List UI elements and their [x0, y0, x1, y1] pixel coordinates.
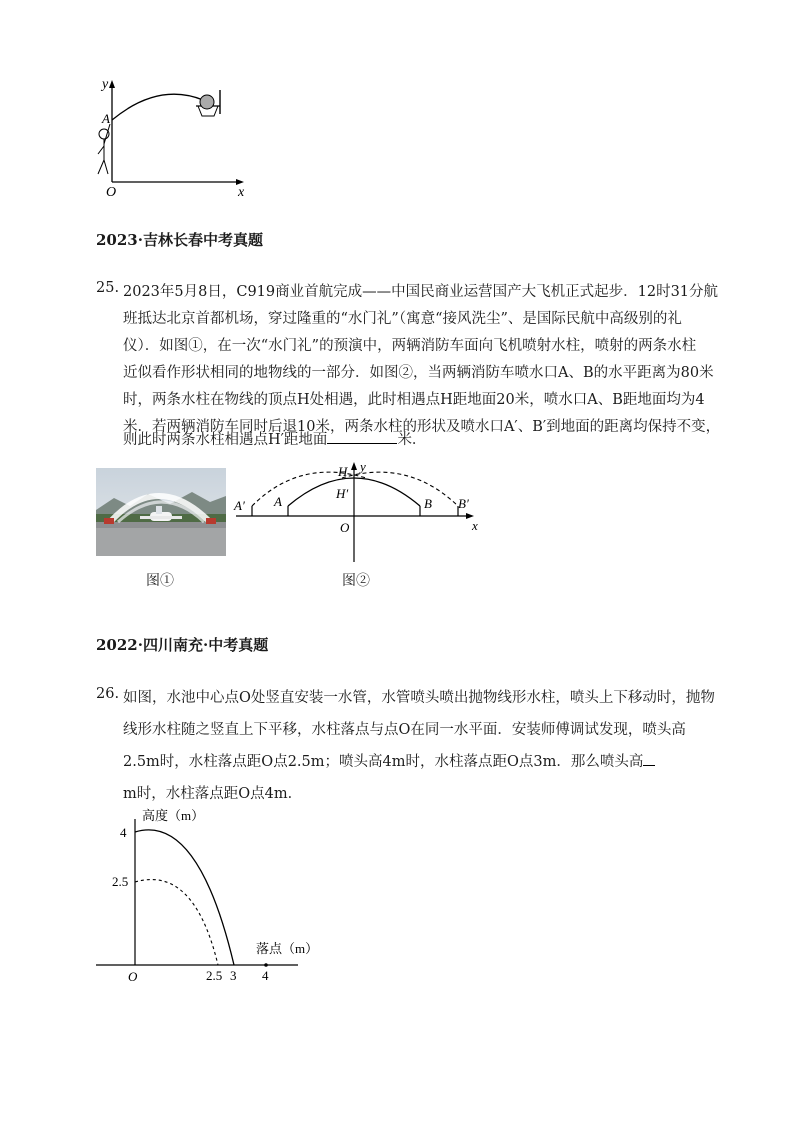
q25-line-5: 时，两条水柱在物线的顶点H处相遇，此时相遇点H距地面20米，喷水口A、B距地面均为4 — [123, 392, 705, 408]
xtick-4: 4 — [262, 968, 269, 983]
q26-line-2: 线形水柱随之竖直上下平移，水柱落点与点O在同一水平面．安装师傅调试发现，喷头高 — [123, 722, 686, 738]
q26-number: 26. — [96, 686, 120, 702]
ytick-2-5: 2.5 — [112, 874, 129, 889]
q26-line-1: 如图，水池中心点O处竖直安装一水管，水管喷头喷出抛物线形水柱，喷头上下移动时，抛物 — [123, 690, 715, 706]
graph-ylabel: 高度（m） — [142, 808, 205, 823]
q25-line-4: 近似看作形状相同的地物线的一部分．如图②，当两辆消防车喷水口A、B的水平距离为80米 — [123, 365, 714, 381]
section-title-2022: 2022·四川南充·中考真题 — [96, 636, 269, 654]
q25-line-7 — [123, 428, 426, 449]
label-B-prime: B′ — [458, 496, 469, 511]
q26-line-4: m时，水柱落点距O点4m． — [123, 786, 303, 802]
origin-label: O — [106, 185, 117, 197]
label-O: O — [340, 520, 350, 535]
label-B: B — [424, 496, 432, 511]
label-H: H — [338, 464, 348, 479]
label-x: x — [472, 518, 478, 533]
q25-number: 25. — [96, 280, 120, 296]
label-H-prime: H′ — [336, 486, 349, 501]
q25-line-6: 米．若两辆消防车同时后退10米，两条水柱的形状及喷水口A′、B′到地面的距离均保持不变， — [123, 419, 721, 435]
x-axis-label: x — [238, 185, 245, 197]
xtick-3: 3 — [230, 968, 237, 983]
parabola-diagram — [228, 456, 490, 566]
answer-blank[interactable] — [327, 429, 397, 444]
figure-1-caption: 图① — [146, 573, 174, 589]
ytick-4: 4 — [120, 825, 127, 840]
height-landing-graph — [92, 805, 332, 985]
point-a-label: A — [102, 111, 110, 126]
label-y: y — [360, 459, 366, 474]
q26-line-3 — [123, 750, 655, 771]
q26-line-3-text: 2.5m时，水柱落点距O点2.5m；喷头高4m时，水柱落点距O点3m．那么喷头高 — [123, 754, 644, 770]
q25-line-7-prefix: 则此时两条水柱相遇点H′距地面 — [123, 432, 328, 448]
q25-line-1: 2023年5月8日，C919商业首航完成——中国民商业运营国产大飞机正式起步．12时31分航 — [123, 284, 719, 300]
graph-origin: O — [128, 969, 138, 984]
q25-line-2: 班抵达北京首都机场，穿过隆重的“水门礼”（寓意“接风洗尘”、是国际民航中高级别的礼 — [123, 311, 682, 327]
xtick-2-5: 2.5 — [206, 968, 223, 983]
q25-line-3: 仪）．如图①，在一次“水门礼”的预演中，两辆消防车面向飞机喷射水柱，喷射的两条水柱 — [123, 338, 697, 354]
section-title-2023: 2023·吉林长春中考真题 — [96, 231, 263, 249]
label-A: A — [274, 494, 282, 509]
figure-2-caption: 图② — [342, 573, 370, 589]
label-A-prime: A′ — [234, 498, 245, 513]
y-axis-label: y — [102, 77, 109, 92]
answer-blank-26[interactable] — [643, 751, 655, 766]
graph-xlabel: 落点（m） — [256, 941, 319, 956]
water-salute-photo — [96, 468, 226, 556]
throw-figure — [88, 72, 258, 197]
q25-line-7-suffix: 米． — [397, 432, 427, 448]
